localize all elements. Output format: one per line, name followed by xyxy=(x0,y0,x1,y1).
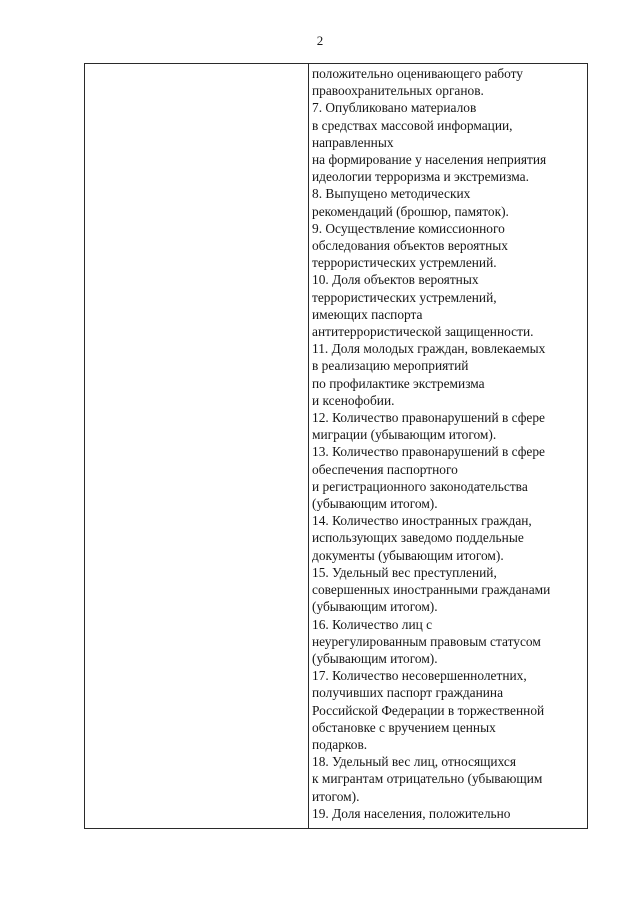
indicator-text-line: в средствах массовой информации, xyxy=(312,117,513,133)
indicator-text-line: на формирование у населения неприятия xyxy=(312,152,547,168)
indicator-text-line: и регистрационного законодательства xyxy=(312,478,528,494)
indicator-text-line: обследования объектов вероятных xyxy=(312,238,508,254)
indicator-text-line: 14. Количество иностранных граждан, xyxy=(312,513,532,529)
indicator-text-line: документы (убывающим итогом). xyxy=(312,547,504,563)
indicator-text-line: имеющих паспорта xyxy=(312,306,423,322)
indicator-text-line: террористических устремлений, xyxy=(312,289,497,305)
indicator-text-line: 15. Удельный вес преступлений, xyxy=(312,564,497,580)
page-number: 2 xyxy=(316,33,324,48)
indicator-text-line: обеспечения паспортного xyxy=(312,461,458,477)
indicator-text-line: 10. Доля объектов вероятных xyxy=(312,272,479,288)
indicator-text-line: миграции (убывающим итогом). xyxy=(312,427,497,443)
indicator-text-line: 16. Количество лиц с xyxy=(312,616,433,632)
indicator-text-line: Российской Федерации в торжественной xyxy=(312,702,545,718)
indicator-text-line: 11. Доля молодых граждан, вовлекаемых xyxy=(312,341,546,357)
indicator-text-line: к мигрантам отрицательно (убывающим xyxy=(312,771,543,787)
indicator-text-line: 18. Удельный вес лиц, относящихся xyxy=(312,754,516,770)
indicator-text-line: совершенных иностранными гражданами xyxy=(312,582,551,598)
indicator-text-line: в реализацию мероприятий xyxy=(312,358,469,374)
indicator-text-line: и ксенофобии. xyxy=(312,392,395,408)
indicator-text-line: получивших паспорт гражданина xyxy=(312,685,504,701)
indicator-text-line: (убывающим итогом). xyxy=(312,496,438,512)
indicator-text-line: антитеррористической защищенности. xyxy=(312,324,534,340)
indicator-text-line: подарков. xyxy=(312,736,368,752)
indicator-text-line: 8. Выпущено методических xyxy=(312,186,471,202)
indicator-text-line: неурегулированным правовым статусом xyxy=(312,633,541,649)
indicator-text-line: 7. Опубликовано материалов xyxy=(312,100,477,116)
indicator-text-line: (убывающим итогом). xyxy=(312,599,438,615)
indicator-text-line: итогом). xyxy=(312,788,360,804)
indicator-text-line: 12. Количество правонарушений в сфере xyxy=(312,410,545,426)
indicator-text-line: обстановке с вручением ценных xyxy=(312,719,496,735)
indicator-text-line: террористических устремлений. xyxy=(312,255,497,271)
indicator-text-line: положительно оценивающего работу xyxy=(312,66,523,81)
indicator-text-line: использующих заведомо поддельные xyxy=(312,530,524,546)
indicator-text-line: 9. Осуществление комиссионного xyxy=(312,220,505,236)
indicator-text-line: 17. Количество несовершеннолетних, xyxy=(312,668,527,684)
indicator-text-line: правоохранительных органов. xyxy=(312,83,484,99)
indicators-table xyxy=(84,63,588,829)
indicator-text-line: 19. Доля населения, положительно xyxy=(312,805,511,821)
indicator-text-line: идеологии терроризма и экстремизма. xyxy=(312,169,529,185)
table-right-cell xyxy=(312,65,586,828)
table-left-cell xyxy=(85,64,309,828)
indicator-text-line: 13. Количество правонарушений в сфере xyxy=(312,444,545,460)
indicator-text-line: (убывающим итогом). xyxy=(312,650,438,666)
indicator-text-line: рекомендаций (брошюр, памяток). xyxy=(312,203,509,219)
indicator-text-line: по профилактике экстремизма xyxy=(312,375,485,391)
indicator-text-line: направленных xyxy=(312,134,394,150)
